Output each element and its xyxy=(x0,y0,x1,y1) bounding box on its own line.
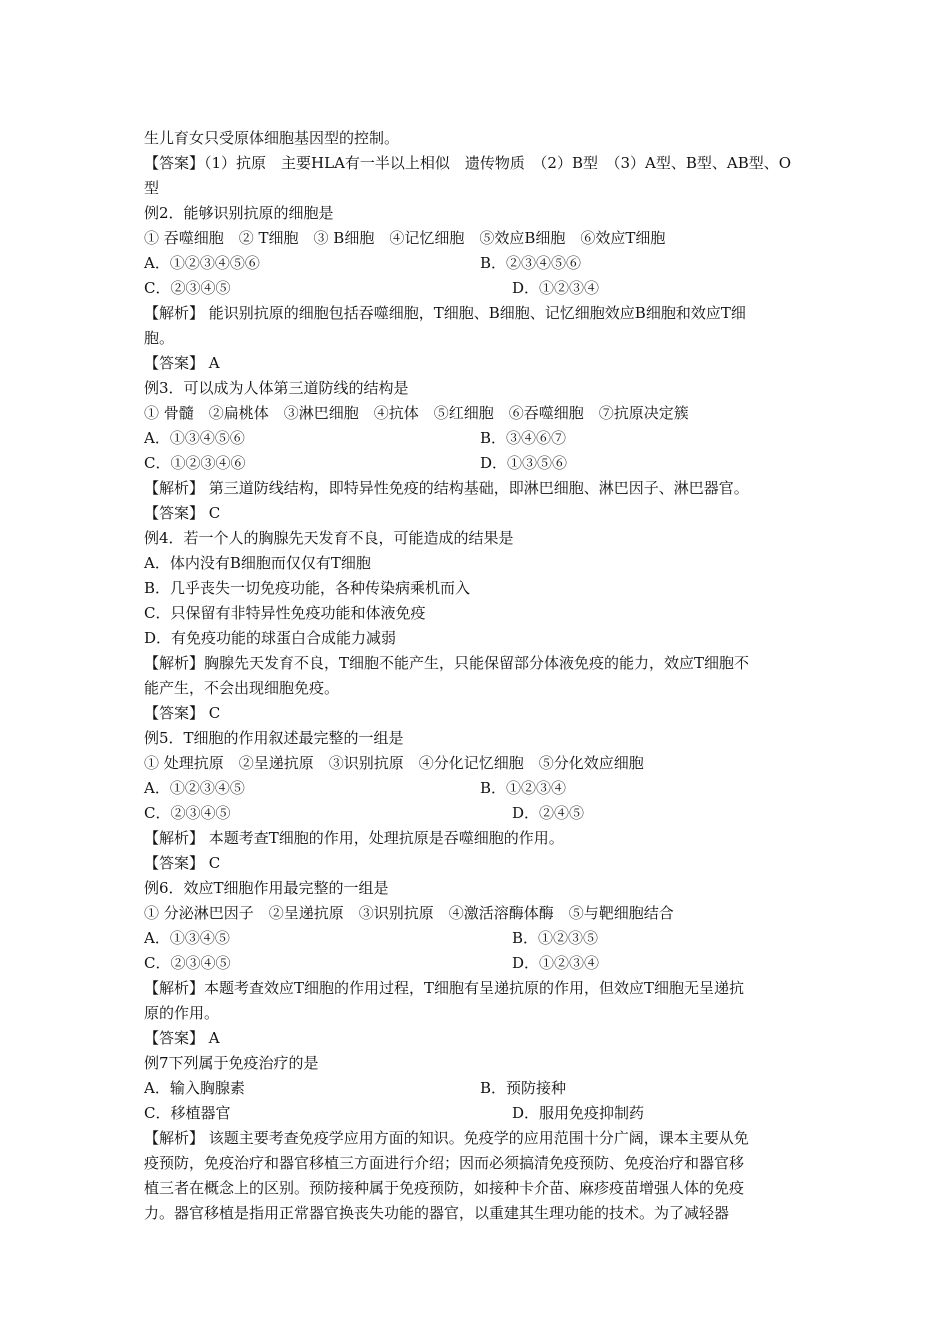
analysis-line: 【解析】本题考查效应T细胞的作用过程，T细胞有呈递抗原的作用，但效应T细胞无呈递抗 xyxy=(144,979,745,997)
choice-c: C．②③④⑤ xyxy=(144,954,231,972)
choice-d: D．①②③④ xyxy=(512,279,600,297)
options-list: ① 吞噬细胞 ② T细胞 ③ B细胞 ④记忆细胞 ⑤效应B细胞 ⑥效应T细胞 xyxy=(144,229,666,247)
analysis-line: 【解析】 第三道防线结构，即特异性免疫的结构基础，即淋巴细胞、淋巴因子、淋巴器官。 xyxy=(144,479,749,497)
answer-line: 【答案】 C xyxy=(144,504,221,522)
choice-c: C．只保留有非特异性免疫功能和体液免疫 xyxy=(144,604,426,622)
question-6: 例6．效应T细胞作用最完整的一组是 xyxy=(144,879,389,897)
choice-c: C．②③④⑤ xyxy=(144,279,231,297)
choice-c: C．移植器官 xyxy=(144,1104,231,1122)
analysis-line: 【解析】 该题主要考查免疫学应用方面的知识。免疫学的应用范围十分广阔，课本主要从免 xyxy=(144,1129,749,1147)
choice-b: B．①②③④ xyxy=(480,779,567,797)
choice-b: B．②③④⑤⑥ xyxy=(480,254,582,272)
choice-a: A．①③④⑤⑥ xyxy=(144,429,245,447)
choice-a: A．①②③④⑤ xyxy=(144,779,245,797)
text-line: 生儿育女只受原体细胞基因型的控制。 xyxy=(144,129,400,147)
choice-c: C．②③④⑤ xyxy=(144,804,231,822)
options-list: ① 处理抗原 ②呈递抗原 ③识别抗原 ④分化记忆细胞 ⑤分化效应细胞 xyxy=(144,754,644,772)
text-line: 型 xyxy=(144,179,160,197)
answer-line: 【答案】（1）抗原 主要HLA有一半以上相似 遗传物质 （2）B型 （3）A型、B型、AB型、O xyxy=(144,154,792,172)
choice-d: D．①②③④ xyxy=(512,954,600,972)
choice-a: A．输入胸腺素 xyxy=(144,1079,245,1097)
question-3: 例3．可以成为人体第三道防线的结构是 xyxy=(144,379,409,397)
choice-b: B．①②③⑤ xyxy=(512,929,599,947)
choice-d: D．服用免疫抑制药 xyxy=(512,1104,645,1122)
answer-line: 【答案】 A xyxy=(144,1029,220,1047)
choice-d: D．有免疫功能的球蛋白合成能力减弱 xyxy=(144,629,397,647)
choice-b: B．③④⑥⑦ xyxy=(480,429,567,447)
choice-d: D．①③⑤⑥ xyxy=(480,454,568,472)
question-2: 例2．能够识别抗原的细胞是 xyxy=(144,204,334,222)
analysis-line: 【解析】 能识别抗原的细胞包括吞噬细胞，T细胞、B细胞、记忆细胞效应B细胞和效应T细 xyxy=(144,304,746,322)
question-5: 例5．T细胞的作用叙述最完整的一组是 xyxy=(144,729,404,747)
analysis-line: 【解析】 本题考查T细胞的作用，处理抗原是吞噬细胞的作用。 xyxy=(144,829,564,847)
answer-line: 【答案】 C xyxy=(144,854,221,872)
choice-b: B．几乎丧失一切免疫功能，各种传染病乘机而入 xyxy=(144,579,471,597)
answer-line: 【答案】 A xyxy=(144,354,220,372)
analysis-line: 胞。 xyxy=(144,329,175,347)
analysis-line: 力。器官移植是指用正常器官换丧失功能的器官，以重建其生理功能的技术。为了减轻器 xyxy=(144,1204,730,1222)
analysis-line: 植三者在概念上的区别。预防接种属于免疫预防，如接种卡介苗、麻疹疫苗增强人体的免疫 xyxy=(144,1179,745,1197)
choice-c: C．①②③④⑥ xyxy=(144,454,246,472)
analysis-line: 【解析】胸腺先天发育不良，T细胞不能产生，只能保留部分体液免疫的能力，效应T细胞不 xyxy=(144,654,750,672)
question-7: 例7下列属于免疫治疗的是 xyxy=(144,1054,319,1072)
analysis-line: 原的作用。 xyxy=(144,1004,220,1022)
choice-d: D．②④⑤ xyxy=(512,804,585,822)
choice-a: A．体内没有B细胞而仅仅有T细胞 xyxy=(144,554,371,572)
options-list: ① 分泌淋巴因子 ②呈递抗原 ③识别抗原 ④激活溶酶体酶 ⑤与靶细胞结合 xyxy=(144,904,674,922)
analysis-line: 疫预防，免疫治疗和器官移植三方面进行介绍；因而必须搞清免疫预防、免疫治疗和器官移 xyxy=(144,1154,745,1172)
analysis-line: 能产生，不会出现细胞免疫。 xyxy=(144,679,340,697)
question-4: 例4．若一个人的胸腺先天发育不良，可能造成的结果是 xyxy=(144,529,514,547)
choice-a: A．①②③④⑤⑥ xyxy=(144,254,260,272)
choice-a: A．①③④⑤ xyxy=(144,929,230,947)
choice-b: B．预防接种 xyxy=(480,1079,567,1097)
answer-line: 【答案】 C xyxy=(144,704,221,722)
options-list: ① 骨髓 ②扁桃体 ③淋巴细胞 ④抗体 ⑤红细胞 ⑥吞噬细胞 ⑦抗原决定簇 xyxy=(144,404,689,422)
